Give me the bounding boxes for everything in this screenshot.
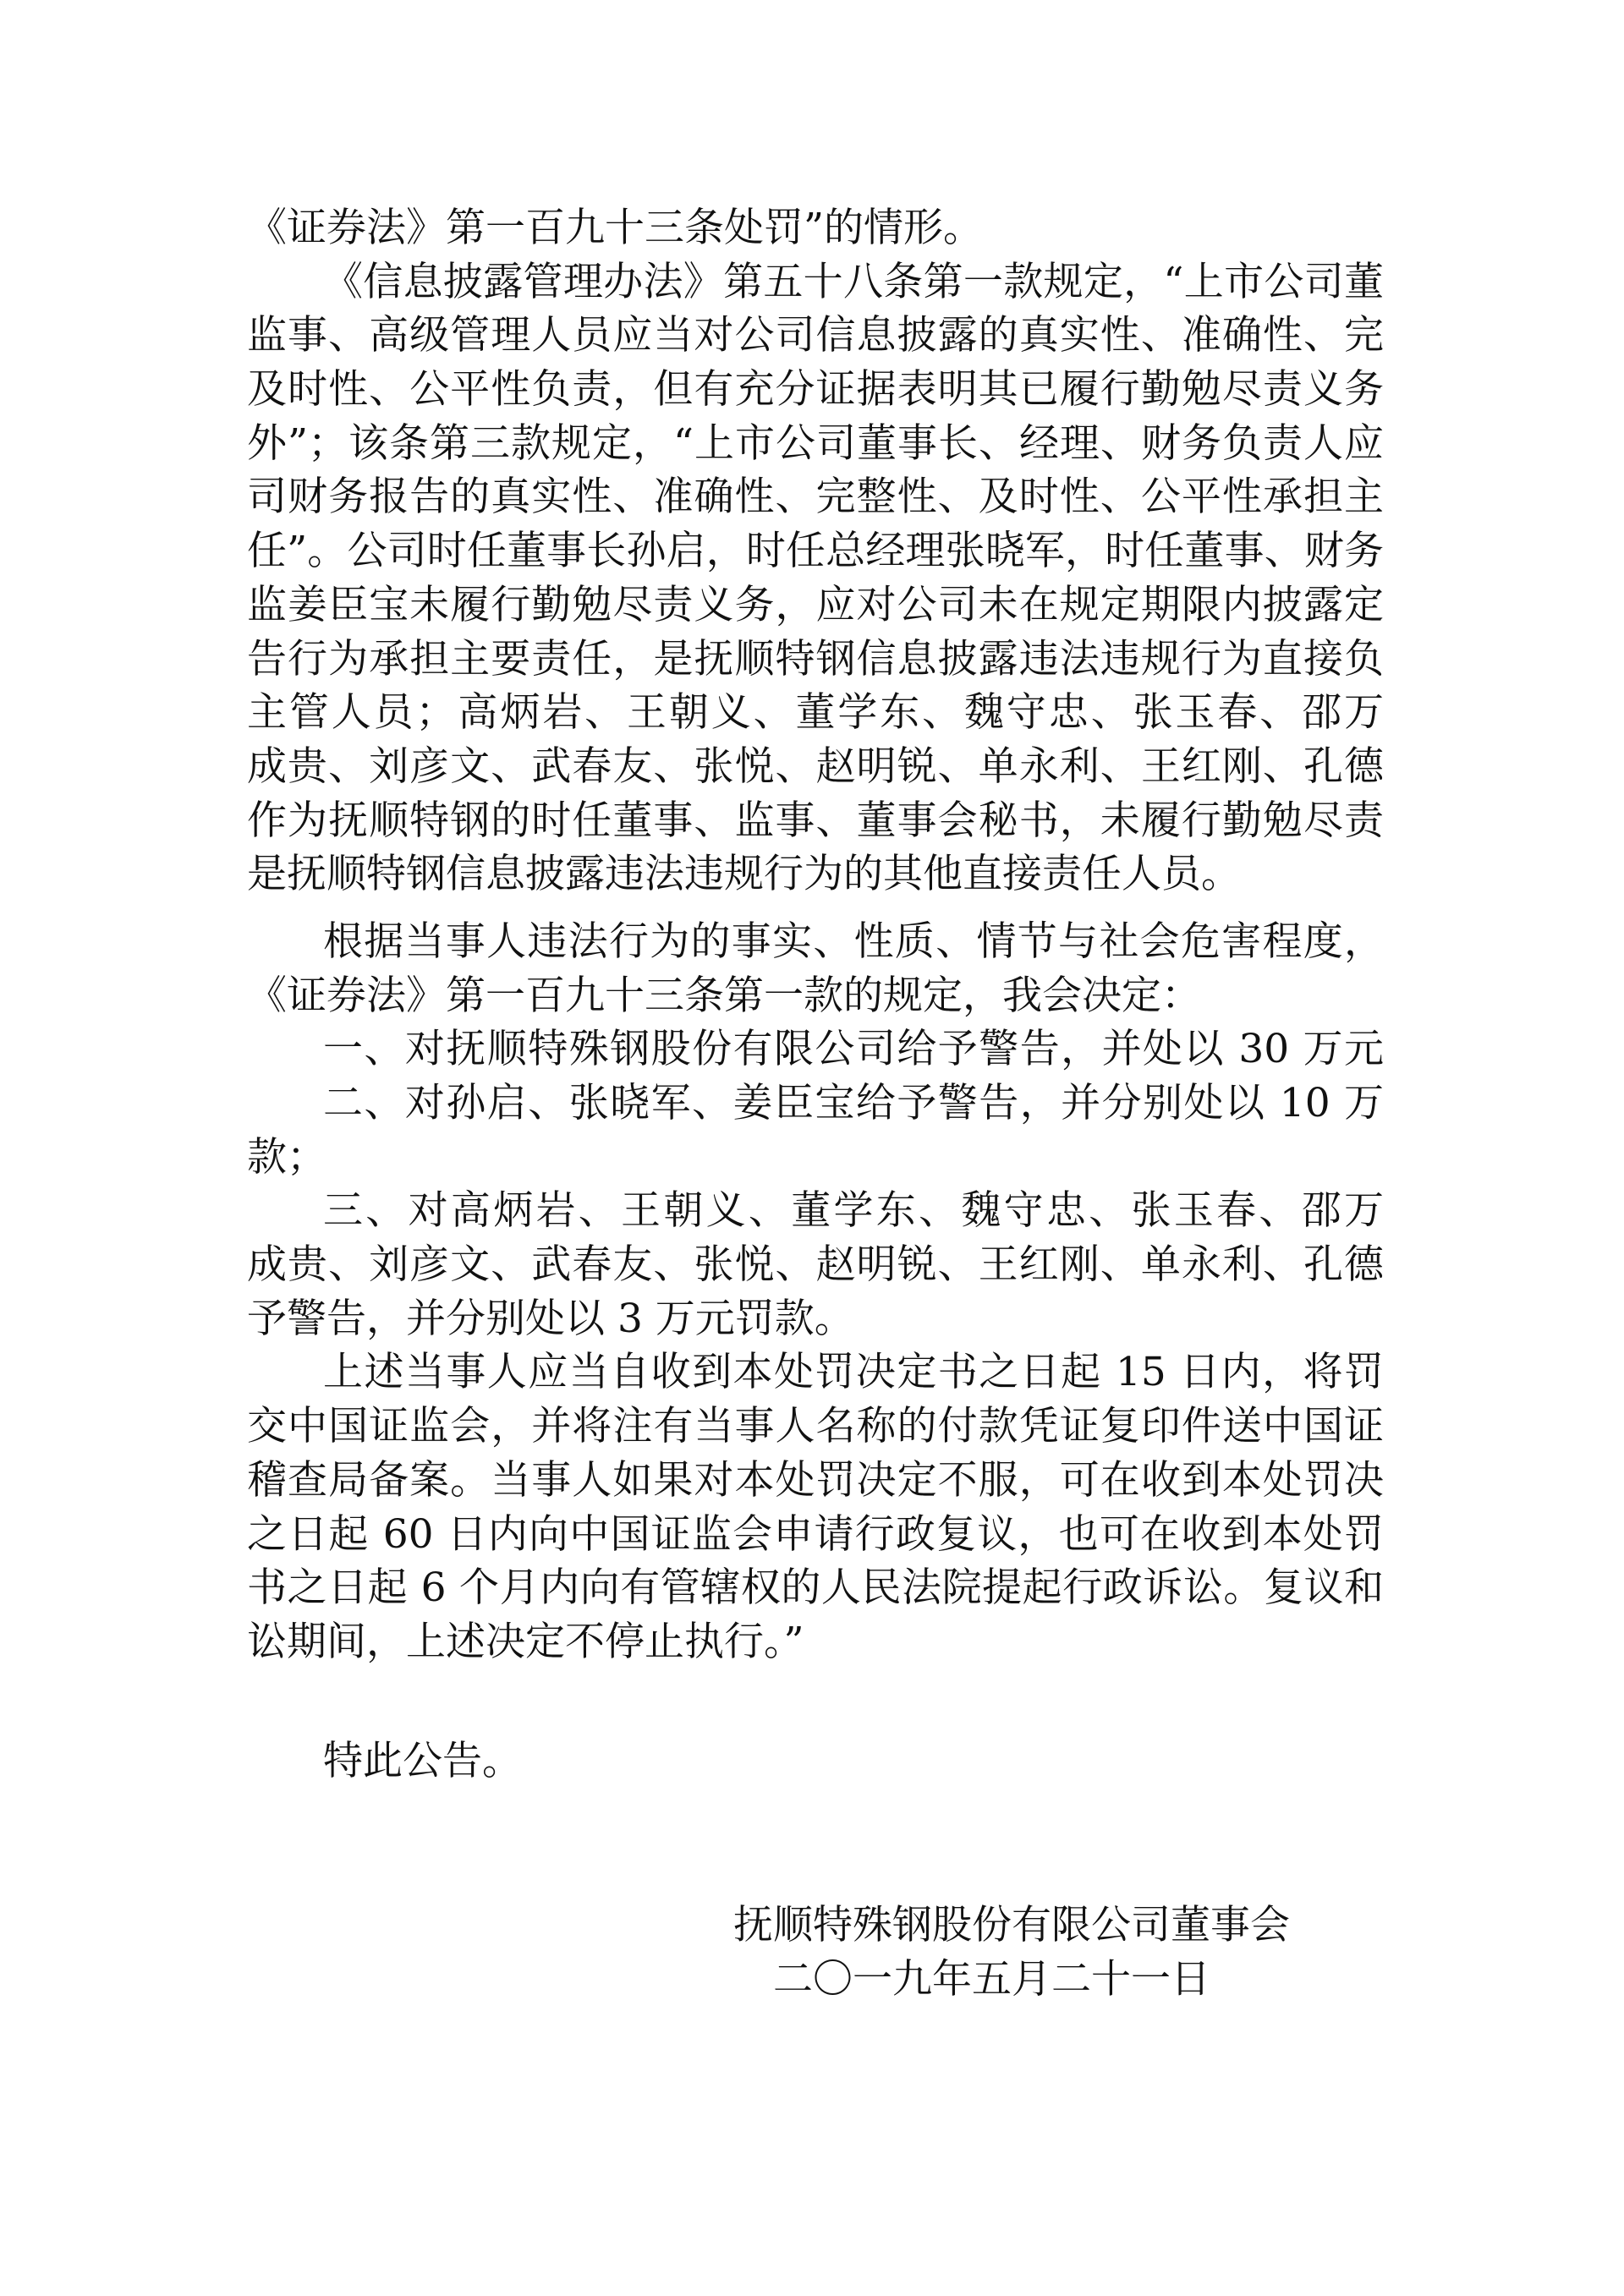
signature-date: 二〇一九年五月二十一日 [773,1956,1210,2003]
text-line: 予警告，并分别处以 3 万元罚款。 [247,1295,854,1342]
paragraph-payment-appeal [247,1345,1384,1669]
text-line: 成贵、刘彦文、武春友、张悦、赵明锐、王红刚、单永利、孔德 [247,1241,1384,1289]
closing-statement: 特此公告。 [323,1737,522,1784]
decision-item-3 [247,1184,1384,1345]
decision-item-2 [247,1077,1384,1184]
text-line: 外”；该条第三款规定，“上市公司董事长、经理、财务负责人应 [247,419,1384,467]
text-line: 稽查局备案。当事人如果对本处罚决定不服，可在收到本处罚决 [247,1456,1384,1504]
text-line: 讼期间，上述决定不停止执行。” [247,1618,804,1665]
text-line: 任”。公司时任董事长孙启，时任总经理张晓军，时任董事、财务 [247,528,1384,575]
text-line: 三、对高炳岩、王朝义、董学东、魏守忠、张玉春、邵万 [323,1187,1384,1235]
document-body [247,201,1384,1788]
text-line: 一、对抚顺特殊钢股份有限公司给予警告，并处以 30 万元 [323,1026,1384,1073]
text-line: 二、对孙启、张晓军、姜臣宝给予警告，并分别处以 10 万 [323,1080,1384,1126]
text-line: 是抚顺特钢信息披露违法违规行为的其他直接责任人员。 [247,851,1241,898]
text-line: 交中国证监会，并将注有当事人名称的付款凭证复印件送中国证 [247,1403,1384,1450]
text-line: 款； [247,1133,326,1181]
signature-organization: 抚顺特殊钢股份有限公司董事会 [733,1902,1290,1948]
paragraph-decision-basis [247,915,1384,1022]
text-line: 主管人员；高炳岩、王朝义、董学东、魏守忠、张玉春、邵万 [247,689,1384,737]
text-line: 《证券法》第一百九十三条第一款的规定，我会决定： [247,972,1201,1019]
text-line: 《信息披露管理办法》第五十八条第一款规定，“上市公司董 [323,258,1384,305]
text-line: 监事、高级管理人员应当对公司信息披露的真实性、准确性、完 [247,312,1384,359]
text-line: 《证券法》第一百九十三条处罚”的情形。 [247,205,984,251]
decision-item-1 [247,1022,1384,1077]
text-line: 告行为承担主要责任，是抚顺特钢信息披露违法违规行为直接负 [247,635,1384,682]
text-line: 之日起 60 日内向中国证监会申请行政复议，也可在收到本处罚 [247,1510,1384,1558]
text-line: 书之日起 6 个月内向有管辖权的人民法院提起行政诉讼。复议和 [247,1564,1384,1612]
text-line: 上述当事人应当自收到本处罚决定书之日起 15 日内，将罚 [323,1349,1384,1396]
text-line: 监姜臣宝未履行勤勉尽责义务，应对公司未在规定期限内披露定 [247,581,1384,628]
text-line: 及时性、公平性负责，但有充分证据表明其已履行勤勉尽责义务 [247,366,1384,414]
paragraph-disclosure-rules [247,255,1384,901]
text-line: 司财务报告的真实性、准确性、完整性、及时性、公平性承担主 [247,474,1384,521]
text-line: 根据当事人违法行为的事实、性质、情节与社会危害程度， [323,918,1384,965]
text-line: 作为抚顺特钢的时任董事、监事、董事会秘书，未履行勤勉尽责 [247,797,1384,844]
text-line: 成贵、刘彦文、武春友、张悦、赵明锐、单永利、王红刚、孔德 [247,743,1384,790]
